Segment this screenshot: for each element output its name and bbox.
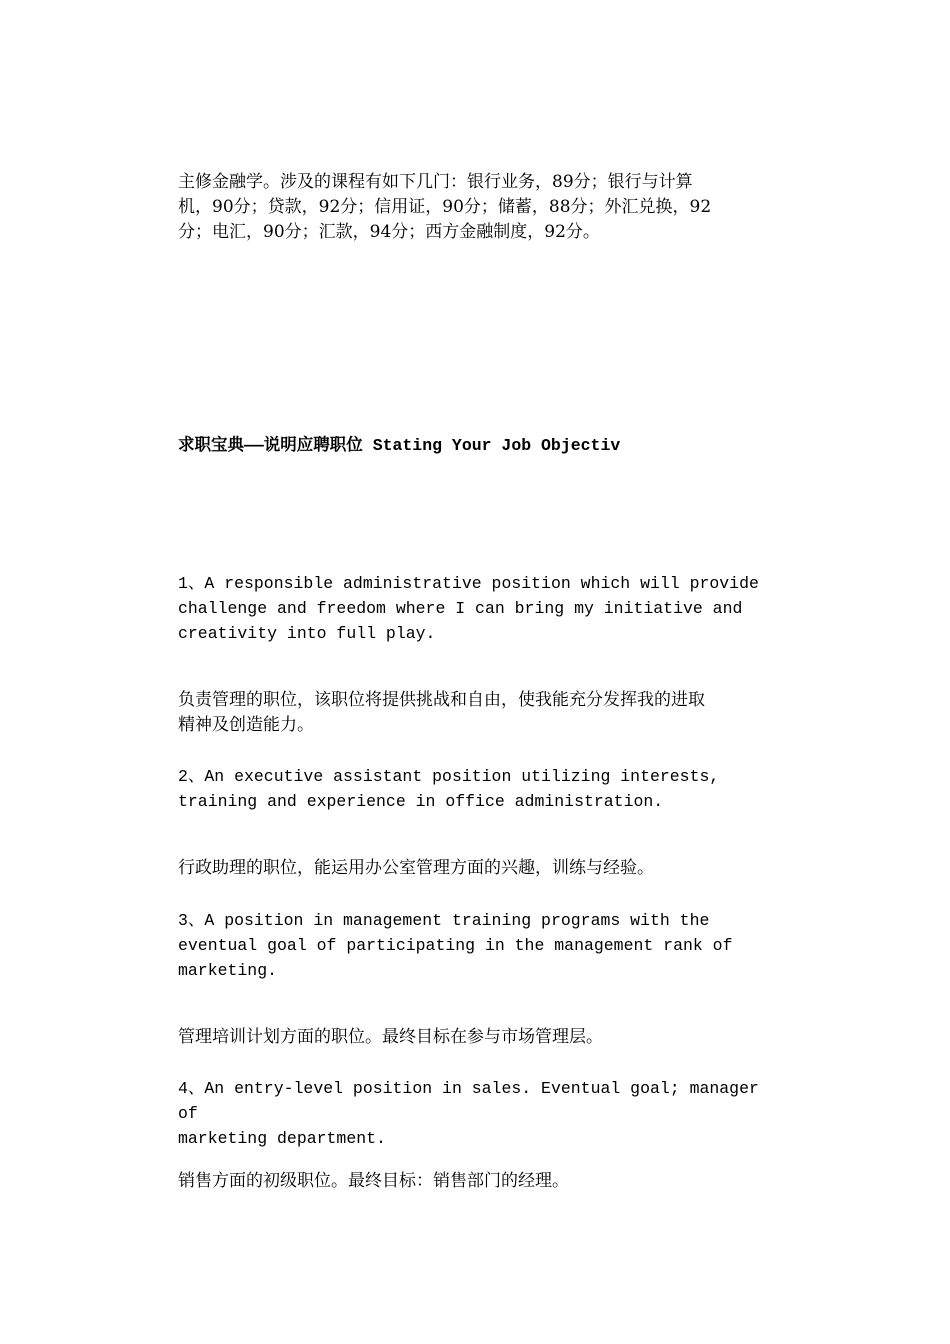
objective-2-en: 2、An executive assistant position utilizing interests, training and experience in office administration.	[178, 767, 720, 811]
objective-4-cn: 销售方面的初级职位。最终目标：销售部门的经理。	[178, 1171, 569, 1191]
section-heading: 求职宝典——说明应聘职位 Stating Your Job Objectiv	[178, 436, 621, 455]
objective-3-en: 3、A position in management training programs with the eventual goal of participating in the management rank of marketing.	[178, 911, 733, 980]
intro-paragraph: 主修金融学。涉及的课程有如下几门：银行业务，89分；银行与计算 机，90分；贷款，92分；信用证，90分；储蓄，88分；外汇兑换，92 分；电汇，90分；汇款，94分；西方金融制度，92分。	[178, 172, 712, 242]
objective-1-cn: 负责管理的职位，该职位将提供挑战和自由，使我能充分发挥我的进取 精神及创造能力。	[178, 690, 705, 735]
objective-1-en: 1、A responsible administrative position which will provide challenge and freedom where I can bring my initiative and creativity into full play.	[178, 574, 759, 643]
objective-4-en: 4、An entry-level position in sales. Eventual goal; manager of marketing department.	[178, 1079, 759, 1148]
objective-2-cn: 行政助理的职位，能运用办公室管理方面的兴趣，训练与经验。	[178, 858, 654, 878]
objective-3-cn: 管理培训计划方面的职位。最终目标在参与市场管理层。	[178, 1027, 603, 1047]
